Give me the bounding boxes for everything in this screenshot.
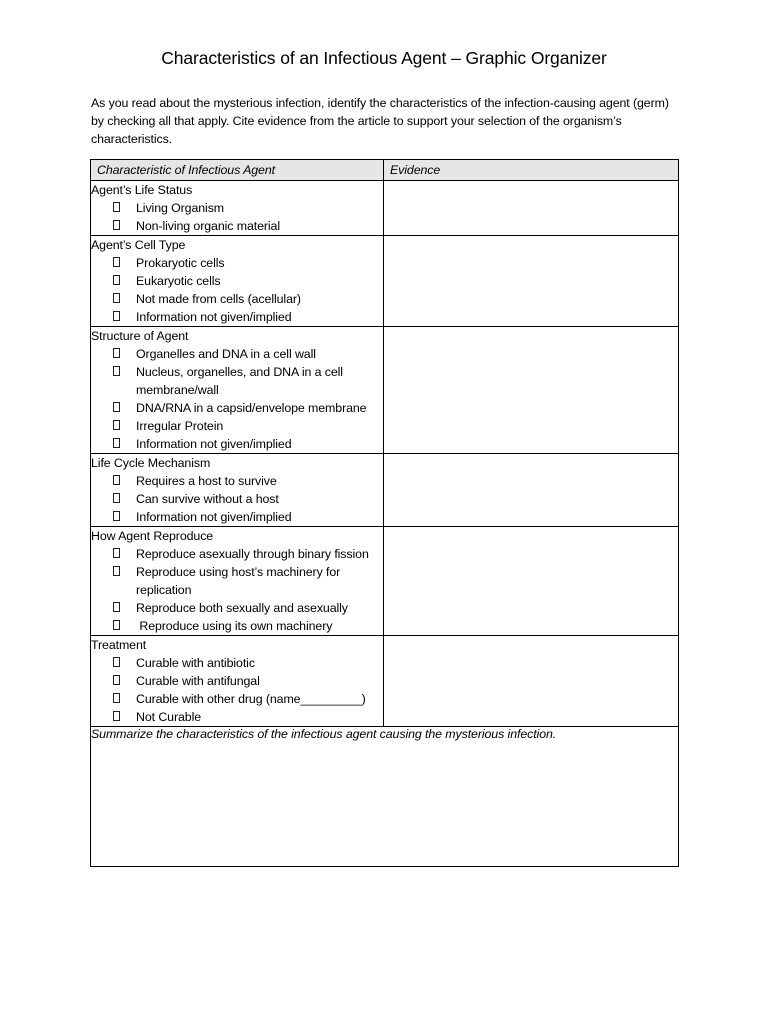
checkbox-icon[interactable] — [113, 438, 120, 448]
checkbox-icon[interactable] — [113, 402, 120, 412]
option-item[interactable] — [91, 672, 383, 690]
option-label: Information not given/implied — [136, 310, 292, 324]
options-list — [91, 254, 383, 326]
evidence-cell[interactable] — [384, 636, 679, 727]
option-item[interactable] — [91, 345, 383, 363]
checkbox-icon[interactable] — [113, 311, 120, 321]
option-item[interactable] — [91, 472, 383, 490]
checkbox-icon[interactable] — [113, 511, 120, 521]
option-label: Organelles and DNA in a cell wall — [136, 347, 316, 361]
checkbox-icon[interactable] — [113, 657, 120, 667]
evidence-cell[interactable] — [384, 527, 679, 636]
option-item[interactable] — [91, 545, 383, 563]
option-item[interactable] — [91, 417, 383, 435]
characteristic-cell-treatment — [91, 636, 384, 727]
option-item[interactable] — [91, 363, 383, 399]
options-list — [91, 654, 383, 726]
option-label: Reproduce using host’s machinery for replication — [136, 565, 341, 597]
option-item[interactable] — [91, 254, 383, 272]
option-label: Curable with antibiotic — [136, 656, 255, 670]
option-item[interactable] — [91, 290, 383, 308]
option-label: Irregular Protein — [136, 419, 224, 433]
options-list — [91, 472, 383, 526]
characteristic-cell-structure — [91, 327, 384, 454]
option-label: Information not given/implied — [136, 510, 292, 524]
table-row — [91, 236, 679, 327]
checkbox-icon[interactable] — [113, 711, 120, 721]
checkbox-icon[interactable] — [113, 275, 120, 285]
checkbox-icon[interactable] — [113, 420, 120, 430]
summary-prompt: Summarize the characteristics of the infectious agent causing the mysterious infection. — [91, 727, 557, 741]
checkbox-icon[interactable] — [113, 202, 120, 212]
header-characteristic: Characteristic of Infectious Agent — [91, 160, 384, 181]
table-row — [91, 327, 679, 454]
option-item[interactable] — [91, 199, 383, 217]
checkbox-icon[interactable] — [113, 348, 120, 358]
option-item[interactable] — [91, 508, 383, 526]
header-evidence: Evidence — [384, 160, 679, 181]
option-label: Nucleus, organelles, and DNA in a cell membrane/wall — [136, 365, 343, 397]
table-row — [91, 636, 679, 727]
page-title: Characteristics of an Infectious Agent – Graphic Organizer — [161, 48, 607, 68]
option-label: Not made from cells (acellular) — [136, 292, 301, 306]
option-label: DNA/RNA in a capsid/envelope membrane — [136, 401, 367, 415]
option-item[interactable] — [91, 308, 383, 326]
table-row — [91, 454, 679, 527]
section-title: Treatment — [91, 638, 147, 652]
graphic-organizer-table — [90, 159, 679, 867]
section-title: Agent’s Cell Type — [91, 238, 186, 252]
option-item[interactable] — [91, 563, 383, 599]
summary-row — [91, 727, 679, 867]
evidence-cell[interactable] — [384, 327, 679, 454]
characteristic-cell-life-cycle — [91, 454, 384, 527]
checkbox-icon[interactable] — [113, 602, 120, 612]
option-item[interactable] — [91, 272, 383, 290]
option-label: Prokaryotic cells — [136, 256, 225, 270]
option-label: Eukaryotic cells — [136, 274, 221, 288]
option-item[interactable] — [91, 690, 383, 708]
summary-cell[interactable] — [91, 727, 679, 867]
evidence-cell[interactable] — [384, 454, 679, 527]
checkbox-icon[interactable] — [113, 675, 120, 685]
option-label: Reproduce asexually through binary fission — [136, 547, 369, 561]
checkbox-icon[interactable] — [113, 257, 120, 267]
option-label: Reproduce using its own machinery — [136, 619, 333, 633]
table-row — [91, 527, 679, 636]
checkbox-icon[interactable] — [113, 293, 120, 303]
checkbox-icon[interactable] — [113, 693, 120, 703]
options-list — [91, 545, 383, 635]
checkbox-icon[interactable] — [113, 220, 120, 230]
checkbox-icon[interactable] — [113, 493, 120, 503]
checkbox-icon[interactable] — [113, 620, 120, 630]
table-row — [91, 181, 679, 236]
options-list — [91, 345, 383, 453]
option-item[interactable] — [91, 617, 383, 635]
characteristic-cell-life-status — [91, 181, 384, 236]
option-item[interactable] — [91, 217, 383, 235]
instructions-paragraph: As you read about the mysterious infection, identify the characteristics of the infection-causing agent (germ) by checking all that apply. Cite evidence from the article to support your selection of the organism’s characteristics. — [91, 96, 669, 147]
options-list — [91, 199, 383, 235]
option-label: Information not given/implied — [136, 437, 292, 451]
section-title: How Agent Reproduce — [91, 529, 214, 543]
option-label: Living Organism — [136, 201, 225, 215]
section-title: Structure of Agent — [91, 329, 189, 343]
evidence-cell[interactable] — [384, 236, 679, 327]
characteristic-cell-cell-type — [91, 236, 384, 327]
characteristic-cell-reproduction — [91, 527, 384, 636]
option-item[interactable] — [91, 599, 383, 617]
checkbox-icon[interactable] — [113, 475, 120, 485]
option-label: Not Curable — [136, 710, 202, 724]
option-item[interactable] — [91, 708, 383, 726]
checkbox-icon[interactable] — [113, 548, 120, 558]
option-item[interactable] — [91, 435, 383, 453]
section-title: Agent’s Life Status — [91, 183, 193, 197]
option-item[interactable] — [91, 654, 383, 672]
section-title: Life Cycle Mechanism — [91, 456, 211, 470]
option-label: Curable with other drug (name_________) — [136, 692, 366, 706]
option-item[interactable] — [91, 399, 383, 417]
evidence-cell[interactable] — [384, 181, 679, 236]
option-label: Reproduce both sexually and asexually — [136, 601, 348, 615]
checkbox-icon[interactable] — [113, 366, 120, 376]
option-label: Can survive without a host — [136, 492, 279, 506]
option-label: Requires a host to survive — [136, 474, 277, 488]
option-label: Curable with antifungal — [136, 674, 260, 688]
checkbox-icon[interactable] — [113, 566, 120, 576]
option-item[interactable] — [91, 490, 383, 508]
table-header-row — [91, 160, 679, 181]
option-label: Non-living organic material — [136, 219, 280, 233]
